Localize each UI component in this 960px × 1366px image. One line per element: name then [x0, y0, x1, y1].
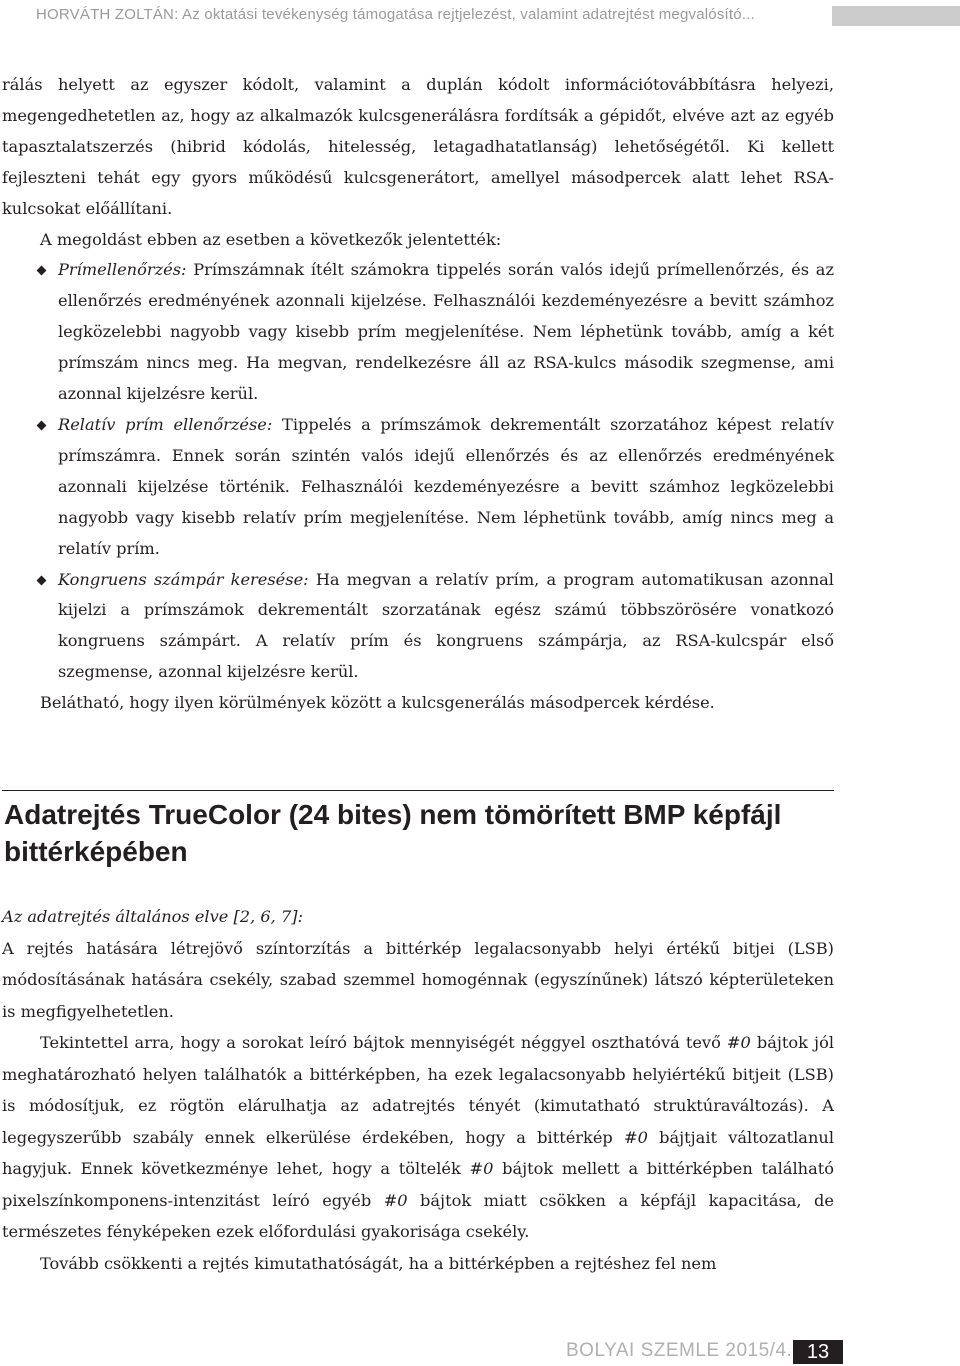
list-item-congruent-pair	[58, 565, 834, 689]
paragraph-continuation: rálás helyett az egyszer kódolt, valamint a duplán kódolt információtovábbításra helyezi, megengedhetetlen az, hogy az alkalmazók kulcsgenerálásra fordítsák a gépidőt, elvéve azt az egyéb tapasztalatszerzés (hibrid kódolás, hitelesség, letagadhatatlanság) lehetőségétől. Ki kellett fejleszteni tehát egy gyors működésű kulcsgenerátort, amellyel másodpercek alatt lehet RSA-kulcsokat előállítani.	[2, 75, 834, 218]
list-item-relative-prime	[58, 410, 834, 565]
list-item-text: Ha megvan a relatív prím, a program automatikusan azonnal kijelzi a prímszámok dekrementált szorzatának egész számú többszörösére vonatkozó kongruens számpárt. A relatív prím és kongruens számpárja, az RSA-kulcspár első szegmense, azonnal kijelzésre kerül.	[58, 569, 834, 682]
list-item-prime-check	[58, 255, 834, 410]
footer-journal-name: BOLYAI SZEMLE 2015/4.	[566, 1340, 793, 1361]
diamond-bullet-icon	[37, 575, 47, 585]
paragraph-padding-bytes: Tekintettel arra, hogy a sorokat leíró bájtok mennyiségét néggyel oszthatóvá tevő #0 bájtok jól meghatározható helyen találhatók a bittérképben, ha ezek legalacsonyabb helyiértékű bitjeit (LSB) is módosítjuk, ez rögtön elárulhatja az adatrejtés tényét (kimutatható struktúraváltozás). A legegyszerűbb szabály ennek elkerülése érdekében, hogy a bittérkép #0 bájtjait változatlanul hagyjuk. Ennek következménye lehet, hogy a töltelék #0 bájtok mellett a bittérképben található pixelszínkomponens-intenzitást leíró egyéb #0 bájtok miatt csökken a képfájl kapacitása, de természetes fényképeken ezek előfordulási gyakorisága csekély.	[2, 1033, 834, 1241]
list-item-text: Tippelés a prímszámok dekrementált szorzatához képest relatív prímszámra. Ennek során szintén valós idejű ellenőrzés és az ellenőrzés eredményének azonnali kijelzése történik. Felhasználói kezdeményezésre a bevitt számhoz legközelebbi nagyobb vagy kisebb relatív prím megjelenítése. Nem léphetünk tovább, amíg nincs meg a relatív prím.	[58, 414, 834, 558]
section-divider	[2, 790, 834, 791]
list-item-text: Prímszámnak ítélt számokra tippelés során valós idejű prímellenőrzés, és az ellenőrzés eredményének azonnali kijelzése. Felhasználói kezdeményezésre a bevitt számhoz legközelebbi nagyobb vagy kisebb prím megjelenítése. Nem léphetünk tovább, amíg a két prímszám nincs meg. Ha megvan, rendelkezésre áll az RSA-kulcs második szegmense, ami azonnal kijelzésre kerül.	[58, 260, 834, 404]
header-accent-block	[832, 6, 960, 26]
section1-body	[2, 70, 834, 719]
diamond-bullet-icon	[37, 421, 47, 431]
solution-list	[2, 255, 834, 688]
page-number: 13	[793, 1340, 843, 1364]
subheading: Az adatrejtés általános elve [2, 6, 7]:	[2, 907, 304, 926]
diamond-bullet-icon	[37, 266, 47, 276]
paragraph-continued: Tovább csökkenti a rejtés kimutathatóságát, ha a bittérképben a rejtéshez fel nem	[40, 1253, 717, 1273]
running-header	[0, 0, 960, 30]
section-title: Adatrejtés TrueColor (24 bites) nem tömörített BMP képfájl bittérképében	[4, 799, 782, 867]
paragraph-principle: A rejtés hatására létrejövő színtorzítás a bittérkép legalacsonyabb helyi értékű bitjei (LSB) módosításának hatására csekély, szabad szemmel homogénnak (egyszínűnek) látszó képterületeken is megfigyelhetetlen.	[2, 938, 834, 1021]
list-item-term: Prímellenőrzés:	[58, 260, 187, 280]
running-title: HORVÁTH ZOLTÁN: Az oktatási tevékenység támogatása rejtjelezést, valamint adatrejtést megvalósító...	[36, 6, 755, 23]
section2-body	[2, 901, 834, 1279]
paragraph-solution-intro: A megoldást ebben az esetben a következők jelentették:	[40, 229, 502, 249]
list-item-term: Relatív prím ellenőrzése:	[58, 414, 273, 434]
list-item-term: Kongruens számpár keresése:	[58, 569, 309, 589]
paragraph-conclusion: Belátható, hogy ilyen körülmények között a kulcsgenerálás másodpercek kérdése.	[40, 693, 715, 713]
